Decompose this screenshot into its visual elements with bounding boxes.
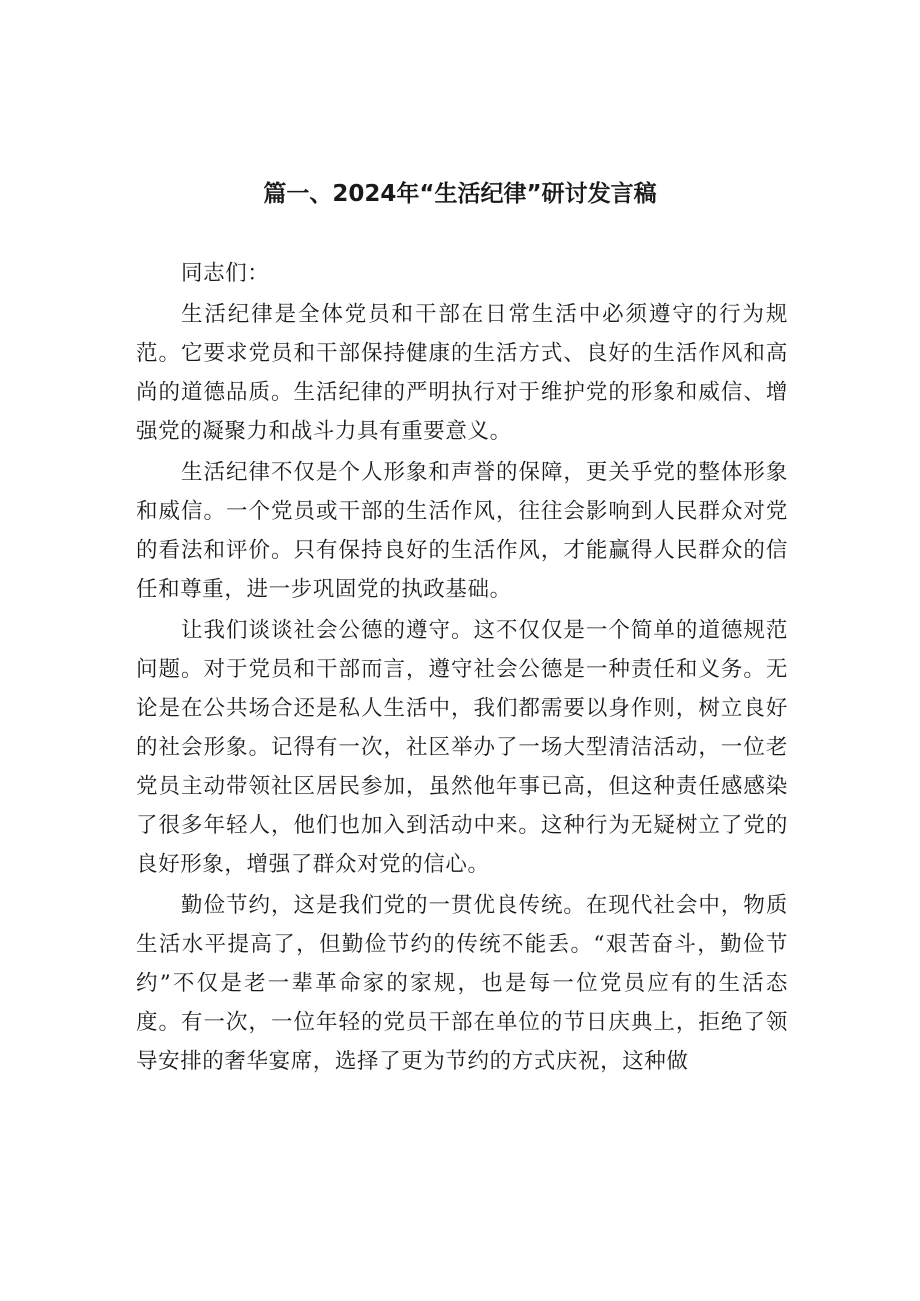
- salutation: 同志们：: [181, 261, 270, 286]
- document-title: 篇一、2024年“生活纪律”研讨发言稿: [263, 181, 657, 207]
- document-body: [136, 254, 788, 1083]
- paragraph-2: 生活纪律不仅是个人形象和声誉的保障，更关乎党的整体形象和威信。一个党员或干部的生活作风，往往会影响到人民群众对党的看法和评价。只有保持良好的生活作风，才能赢得人民群众的信任和尊重，进一步巩固党的执政基础。: [136, 460, 788, 602]
- paragraph-1: 生活纪律是全体党员和干部在日常生活中必须遵守的行为规范。它要求党员和干部保持健康的生活方式、良好的生活作风和高尚的道德品质。生活纪律的严明执行对于维护党的形象和威信、增强党的凝聚力和战斗力具有重要意义。: [136, 302, 788, 444]
- paragraph-3: 让我们谈谈社会公德的遵守。这不仅仅是一个简单的道德规范问题。对于党员和干部而言，遵守社会公德是一种责任和义务。无论是在公共场合还是私人生活中，我们都需要以身作则，树立良好的社会形象。记得有一次，社区举办了一场大型清洁活动，一位老党员主动带领社区居民参加，虽然他年事已高，但这种责任感感染了很多年轻人，他们也加入到活动中来。这种行为无疑树立了党的良好形象，增强了群众对党的信心。: [136, 618, 788, 877]
- paragraph-4: 勤俭节约，这是我们党的一贯优良传统。在现代社会中，物质生活水平提高了，但勤俭节约的传统不能丢。“艰苦奋斗，勤俭节约”不仅是老一辈革命家的家规，也是每一位党员应有的生活态度。有一次，一位年轻的党员干部在单位的节日庆典上，拒绝了领导安排的奢华宴席，选择了更为节约的方式庆祝，这种做: [136, 893, 788, 1074]
